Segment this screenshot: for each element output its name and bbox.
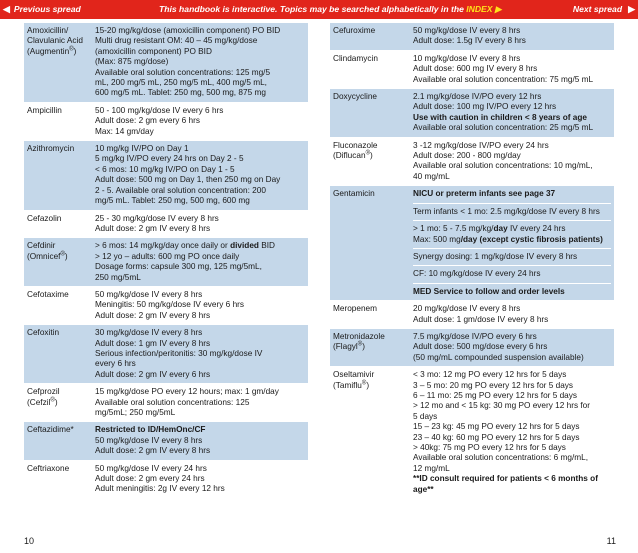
dosing-line [95, 436, 305, 446]
dosing-sub-block [413, 203, 611, 217]
drug-row [24, 461, 308, 499]
drug-name [330, 186, 409, 300]
dosing-line [413, 207, 611, 217]
dosing-sub-block [413, 283, 611, 297]
dosing-info [91, 23, 308, 102]
drug-name [24, 23, 91, 102]
dosing-line [413, 224, 611, 234]
drug-row [330, 138, 614, 187]
dosing-segment: Adult dose: 2 gm IV every 8 hrs [95, 446, 211, 456]
drug-name-text: Fluconazole [333, 140, 378, 150]
dosing-line: 30 mg/kg/dose IV every 8 hrs [95, 328, 203, 338]
index-link[interactable] [466, 4, 501, 14]
drug-name-line [27, 47, 87, 57]
drug-name-line [27, 398, 87, 408]
dosing-segment: Max: 500 mg [413, 234, 461, 244]
dosing-segment: Restricted to ID/HemOnc/CF [95, 425, 206, 435]
dosing-segment: 2.1 mg/kg/dose IV/PO every 12 hrs [413, 92, 542, 102]
dosing-line [413, 123, 611, 133]
dosing-segment: **ID consult required for patients < 6 months of [413, 474, 598, 484]
dosing-line [413, 453, 611, 463]
drug-name [24, 461, 91, 498]
dosing-line: Available oral solution concentrations: 10 mg/mL, [413, 161, 593, 171]
dosing-line: Adult dose: 1 gm/dose IV every 8 hrs [413, 314, 549, 324]
dosing-line [413, 485, 611, 495]
dosing-segment: < 3 mo: 12 mg PO every 12 hrs for 5 days [413, 370, 567, 380]
dosing-line [413, 287, 611, 297]
registered-mark: ® [60, 250, 65, 257]
drug-row [24, 325, 308, 384]
dosing-segment: Adult dose: 100 mg IV/PO every 12 hrs [413, 102, 557, 112]
dosing-line [95, 262, 305, 272]
dosing-info [409, 367, 614, 498]
drug-row [330, 367, 614, 499]
dosing-line [95, 252, 305, 262]
drug-name-text: Gentamicin [333, 189, 375, 199]
drug-row [24, 287, 308, 325]
drug-name [330, 329, 409, 366]
dosing-line: Adult dose: 500 mg on Day 1, then 250 mg on Day [95, 175, 281, 185]
dosing-info [91, 461, 308, 498]
dosing-segment: > 1 mo: 5 - 7.5 mg/kg/ [413, 224, 494, 234]
dosing-info [409, 51, 614, 88]
drug-name-text: Azithromycin [27, 144, 75, 154]
drug-row [24, 422, 308, 460]
dosing-line: 10 mg/kg IV/PO on Day 1 [95, 144, 189, 154]
dosing-segment: 15 – 23 kg: 45 mg PO every 12 hrs for 5 days [413, 422, 580, 432]
dosing-line: Adult dose: 2 gm IV every 8 hrs [95, 223, 211, 233]
drug-name [24, 238, 91, 286]
registered-mark: ® [365, 150, 370, 157]
dosing-info [91, 141, 308, 209]
drug-row [330, 51, 614, 89]
drug-name-line [333, 151, 405, 161]
dosing-segment: > 6 mos: 14 mg/kg/day once daily or [95, 241, 231, 251]
dosing-line: Available oral solution concentrations: 125 mg/5 [95, 67, 271, 77]
dosing-line: Adult dose: 200 - 800 mg/day [413, 151, 521, 161]
dosing-line: 10 mg/kg/dose IV every 8 hrs [413, 53, 521, 63]
dosing-info [409, 301, 614, 328]
dosing-info [91, 384, 308, 421]
dosing-segment: 23 – 40 kg: 60 mg PO every 12 hrs for 5 days [413, 432, 580, 442]
drug-name [24, 287, 91, 324]
drug-name [24, 325, 91, 383]
left-page-number: 10 [24, 536, 35, 546]
dosing-line [413, 92, 611, 102]
dosing-line: 7.5 mg/kg/dose IV/PO every 6 hrs [413, 331, 537, 341]
dosing-line [413, 189, 611, 199]
dosing-segment: Use with caution in children < 8 years of age [413, 112, 587, 122]
interactive-notice [159, 0, 502, 19]
dosing-line: 20 mg/kg/dose IV every 8 hrs [413, 304, 521, 314]
next-spread-button[interactable] [573, 0, 635, 19]
dosing-line: Adult dose: 2 gm IV every 8 hrs [95, 310, 211, 320]
drug-row [24, 211, 308, 239]
dosing-segment: CF: 10 mg/kg/dose IV every 24 hrs [413, 269, 541, 279]
drug-name-line [27, 36, 87, 46]
drug-name-text: Doxycycline [333, 92, 378, 102]
dosing-segment: > 40kg: 75 mg PO every 12 hrs for 5 days [413, 443, 566, 452]
drug-name-text: (Flagyl [333, 342, 358, 352]
drug-name [330, 367, 409, 498]
dosing-line [413, 422, 611, 432]
index-arrow-icon: ▶ [494, 4, 502, 14]
drug-name-text: Meropenem [333, 304, 378, 314]
drug-name-text: Cefotaxime [27, 289, 69, 299]
drug-name-line [27, 106, 87, 116]
dosing-line: 50 mg/kg/dose IV every 8 hrs [413, 26, 521, 35]
dosing-line: 50 - 100 mg/kg/dose IV every 6 hrs [95, 105, 224, 115]
left-arrow-icon: ◀ [3, 4, 10, 14]
right-page-drug-table [330, 23, 614, 499]
drug-name-line [333, 332, 405, 342]
drug-name [330, 51, 409, 88]
dosing-line [413, 235, 611, 245]
drug-name-line [27, 214, 87, 224]
drug-name-text: Cefoxitin [27, 328, 60, 338]
drug-name-text: (Cefzil [27, 397, 51, 407]
dosing-segment: 250 mg/5mL [95, 272, 141, 282]
drug-row [330, 329, 614, 367]
dosing-segment: 5 days [413, 411, 438, 421]
dosing-line: 25 - 30 mg/kg/dose IV every 8 hrs [95, 213, 219, 223]
dosing-line: Available oral solution concentrations: 125 [95, 397, 250, 407]
right-page-number: 11 [606, 536, 616, 546]
dosing-line [95, 425, 305, 435]
dosing-segment: > 12 yo – adults: 600 mg PO once daily [95, 251, 240, 261]
dosing-line: Adult dose: 2 gm every 6 hrs [95, 116, 201, 126]
previous-spread-button[interactable] [3, 0, 81, 19]
drug-name-line [27, 328, 87, 338]
dosing-info [409, 23, 614, 50]
dosing-line: Adult dose: 2 gm every 24 hrs [95, 474, 205, 484]
dosing-line: Multi drug resistant OM: 40 – 45 mg/kg/dose [95, 36, 258, 46]
drug-name [330, 23, 409, 50]
drug-name-line [27, 387, 87, 397]
drug-name-close: ) [362, 342, 365, 352]
drug-name-line [333, 381, 405, 391]
drug-name-text: Amoxicillin/ [27, 26, 69, 35]
dosing-segment: Synergy dosing: 1 mg/kg/dose IV every 8 hrs [413, 251, 578, 261]
drug-row [330, 186, 614, 301]
dosing-line [413, 381, 611, 391]
dosing-line: mg/5mL; 250 mg/5mL [95, 408, 176, 417]
right-arrow-icon: ▶ [628, 4, 635, 14]
dosing-line [95, 241, 305, 251]
dosing-line [413, 412, 611, 422]
dosing-segment: Available oral solution concentrations: 6 mg/mL, [413, 453, 589, 463]
drug-name-text: (Tamiflu [333, 380, 362, 390]
drug-name-line [27, 425, 87, 435]
dosing-segment: NICU or preterm infants see page 37 [413, 189, 556, 199]
next-spread-label: Next spread [572, 4, 623, 14]
drug-name-line [333, 26, 405, 36]
drug-name-text: Cefdinir [27, 241, 56, 251]
dosing-line: 600 mg/5 mL. Tablet: 250 mg, 500 mg, 875 mg [95, 88, 266, 98]
dosing-line [413, 113, 611, 123]
registered-mark: ® [50, 396, 55, 403]
dosing-line [413, 474, 611, 484]
dosing-segment: BID [258, 241, 275, 251]
drug-name [24, 211, 91, 238]
dosing-line: Adult dose: 1 gm IV every 8 hrs [95, 338, 211, 348]
drug-name-line [333, 54, 405, 64]
dosing-line: mL, 200 mg/5 mL, 250 mg/5 mL, 400 mg/5 mL, [95, 78, 267, 88]
dosing-line [413, 464, 611, 474]
dosing-line: (Max: 875 mg/dose) [95, 57, 169, 67]
dosing-line: Adult dose: 2 gm IV every 6 hrs [95, 369, 211, 379]
drug-name-line [333, 189, 405, 199]
drug-name-line [27, 290, 87, 300]
dosing-segment: Available oral solution concentration: 25 mg/5 mL [413, 123, 594, 133]
dosing-line: Serious infection/peritonitis: 30 mg/kg/dose IV [95, 348, 263, 358]
dosing-segment: Dosage forms: capsule 300 mg, 125 mg/5mL, [95, 262, 262, 272]
dosing-sub-block [413, 248, 611, 262]
drug-name-close: ) [366, 380, 370, 390]
dosing-segment: > 12 mo and < 15 kg: 30 mg PO every 12 hrs for [413, 401, 591, 411]
dosing-info [91, 422, 308, 459]
drug-name-close: ) [73, 46, 77, 56]
dosing-info [91, 103, 308, 140]
dosing-line [413, 102, 611, 112]
drug-name-text: Metronidazole [333, 331, 385, 341]
dosing-segment: 50 mg/kg/dose IV every 8 hrs [95, 435, 203, 445]
drug-name-text: Cefprozil [27, 387, 60, 397]
dosing-line: < 6 mos: 10 mg/kg IV/PO on Day 1 - 5 [95, 164, 235, 174]
drug-name [24, 422, 91, 459]
drug-name [24, 384, 91, 421]
dosing-line [95, 446, 305, 456]
dosing-info [91, 287, 308, 324]
dosing-line: 15-20 mg/kg/dose (amoxicillin component) PO BID [95, 26, 281, 35]
drug-name-text: Clindamycin [333, 53, 378, 63]
dosing-info [409, 186, 614, 300]
drug-name-text: (Omnicef [27, 251, 61, 261]
dosing-info [91, 325, 308, 383]
dosing-sub-block [413, 220, 611, 245]
drug-name-line [27, 252, 87, 262]
dosing-line: Meningitis: 50 mg/kg/dose IV every 6 hrs [95, 300, 245, 310]
drug-name [330, 89, 409, 137]
dosing-segment: IV every 24 hrs [507, 224, 566, 234]
drug-name-text: Ceftriaxone [27, 463, 70, 473]
dosing-line: every 6 hrs [95, 359, 136, 369]
drug-name-line [27, 464, 87, 474]
drug-name [24, 141, 91, 209]
dosing-info [91, 238, 308, 286]
dosing-line [413, 443, 611, 453]
dosing-line [95, 273, 305, 283]
drug-name-line [333, 304, 405, 314]
dosing-segment: 12 mg/mL [413, 463, 450, 473]
dosing-line: mg/5 mL. Tablet: 250 mg, 500 mg, 600 mg [95, 196, 250, 206]
dosing-line: 15 mg/kg/dose PO every 12 hours; max: 1 gm/day [95, 387, 279, 397]
index-link-label: INDEX [466, 4, 493, 14]
drug-name-text: (Augmentin [27, 46, 70, 56]
dosing-segment: MED Service to follow and order levels [413, 286, 565, 296]
drug-row [24, 238, 308, 287]
dosing-line: (50 mg/mL compounded suspension available) [413, 352, 584, 362]
dosing-segment: Term infants < 1 mo: 2.5 mg/kg/dose IV every 8 hrs [413, 206, 600, 216]
drug-name-text: Oseltamivir [333, 370, 375, 380]
dosing-line: (amoxicillin component) PO BID [95, 46, 212, 56]
dosing-line [413, 401, 611, 411]
drug-name-close: ) [54, 397, 58, 407]
left-page-drug-table [24, 23, 308, 499]
dosing-segment: /day (except cystic fibrosis patients) [460, 234, 603, 244]
drug-name-close: ) [369, 151, 373, 161]
dosing-segment: 6 – 11 mo: 25 mg PO every 12 hrs for 5 days [413, 390, 578, 400]
dosing-line [413, 391, 611, 401]
dosing-line: 2 - 5. Available oral solution concentration: 200 [95, 185, 266, 195]
dosing-line: Adult dose: 1.5g IV every 8 hrs [413, 36, 526, 46]
drug-name-text: Cefazolin [27, 213, 62, 223]
dosing-line [413, 370, 611, 380]
drug-name-text: Clavulanic Acid [27, 36, 83, 46]
dosing-segment: 3 – 5 mo: 20 mg PO every 12 hrs for 5 days [413, 380, 574, 390]
dosing-line: 50 mg/kg/dose IV every 24 hrs [95, 463, 207, 473]
drug-name-line [333, 92, 405, 102]
top-navigation-bar [0, 0, 638, 19]
drug-name-line [333, 342, 405, 352]
registered-mark: ® [361, 379, 367, 386]
drug-name [330, 301, 409, 328]
dosing-line: Adult dose: 500 mg/dose every 6 hrs [413, 342, 548, 352]
drug-name-line [27, 241, 87, 251]
drug-row [330, 23, 614, 51]
dosing-segment: divided [230, 241, 259, 251]
dosing-line: Available oral solution concentration: 75 mg/5 mL [413, 74, 594, 84]
interactive-notice-text: This handbook is interactive. Topics may be searched alphabetically in the [159, 4, 464, 14]
drug-name-text: Ampicillin [27, 105, 62, 115]
previous-spread-label: Previous spread [13, 4, 81, 14]
dosing-line: 3 -12 mg/kg/dose IV/PO every 24 hrs [413, 140, 549, 150]
dosing-line: Adult meningitis: 2g IV every 12 hrs [95, 484, 225, 494]
dosing-info [409, 138, 614, 186]
dosing-info [91, 211, 308, 238]
dosing-line: 50 mg/kg/dose IV every 8 hrs [95, 289, 203, 299]
drug-name-line [27, 144, 87, 154]
drug-row [24, 384, 308, 422]
drug-name-line [27, 26, 87, 36]
dosing-line: 40 mg/mL [413, 171, 450, 181]
dosing-line: Adult dose: 600 mg IV every 8 hrs [413, 64, 538, 74]
drug-name [330, 138, 409, 186]
drug-name-close: ) [64, 251, 68, 261]
dosing-segment: day [493, 224, 508, 234]
drug-name [24, 103, 91, 140]
drug-name-line [333, 370, 405, 380]
dosing-info [409, 329, 614, 366]
drug-row [330, 301, 614, 329]
drug-row [24, 141, 308, 210]
dosing-sub-block [413, 189, 611, 199]
registered-mark: ® [69, 46, 74, 53]
dosing-line [413, 269, 611, 279]
dosing-line: Max: 14 gm/day [95, 126, 154, 136]
drug-row [24, 103, 308, 141]
dosing-line [413, 252, 611, 262]
drug-name-text: (Diflucan [333, 151, 366, 161]
drug-row [24, 23, 308, 103]
dosing-sub-block [413, 265, 611, 279]
drug-name-text: Ceftazidime* [27, 425, 74, 435]
registered-mark: ® [357, 341, 363, 348]
drug-row [330, 89, 614, 138]
dosing-segment: age** [413, 484, 434, 494]
dosing-line: 5 mg/kg IV/PO every 24 hrs on Day 2 - 5 [95, 154, 244, 164]
dosing-info [409, 89, 614, 137]
drug-name-text: Cefuroxime [333, 26, 376, 35]
dosing-line [413, 433, 611, 443]
